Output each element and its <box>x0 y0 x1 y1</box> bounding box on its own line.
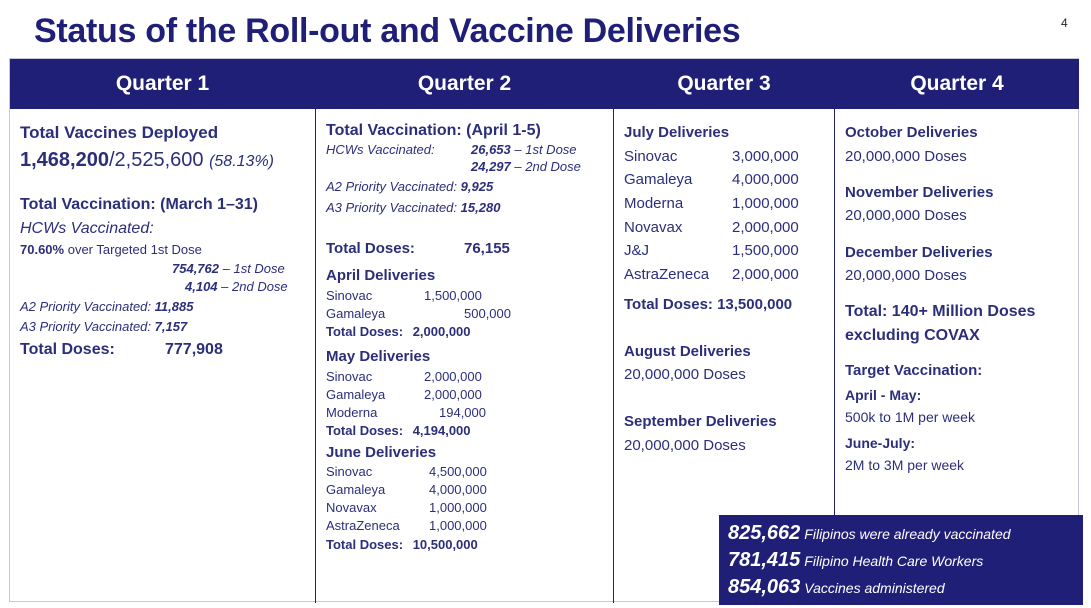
summary-row-administered <box>728 576 945 599</box>
q1-target-line <box>20 242 202 257</box>
q4-december-value: 20,000,000 Doses <box>845 267 967 284</box>
q3-july-row-value: 1,000,000 <box>732 195 799 212</box>
q2-may-row: Moderna <box>326 405 378 420</box>
q2-first-dose <box>471 142 577 157</box>
summary-row-health-workers <box>728 549 983 572</box>
q2-april-total-label: Total Doses: <box>326 324 404 339</box>
q3-july-row-value: 2,000,000 <box>732 266 799 283</box>
q2-april-total-value: 2,000,000 <box>412 324 471 339</box>
summary-number: 781,415 <box>728 549 801 571</box>
q2-second-dose <box>471 159 581 174</box>
q1-total-value: 777,908 <box>165 341 223 358</box>
q2-april-row-value: 500,000 <box>464 306 511 321</box>
q2-june-total-label: Total Doses: <box>326 537 404 552</box>
q3-september-value: 20,000,000 Doses <box>624 437 746 454</box>
q4-october-title: October Deliveries <box>845 124 978 141</box>
q2-june-total-value: 10,500,000 <box>412 537 478 552</box>
header-quarter-2: Quarter 2 <box>316 59 613 109</box>
q1-second-dose-text: – 2nd Dose <box>221 279 288 294</box>
q2-june-total <box>326 537 478 552</box>
q2-vaccination-label: Total Vaccination: (April 1-5) <box>326 122 541 139</box>
q1-second-dose-number: 4,104 <box>185 279 218 294</box>
q2-april-row: Gamaleya <box>326 306 386 321</box>
q4-april-may-label: April - May: <box>845 387 922 403</box>
header-quarter-4: Quarter 4 <box>835 59 1079 109</box>
q1-deployed-total: /2,525,600 <box>108 149 204 171</box>
page-number: 4 <box>1061 16 1068 30</box>
q2-a3-label: A3 Priority Vaccinated: <box>326 200 458 215</box>
q2-june-row: AstraZeneca <box>326 518 400 533</box>
q3-july-row: J&J <box>624 242 650 259</box>
q2-a2-label: A2 Priority Vaccinated: <box>326 179 458 194</box>
q4-november-value: 20,000,000 Doses <box>845 207 967 224</box>
q1-deployed-number: 1,468,200 <box>20 149 109 171</box>
q2-june-row: Gamaleya <box>326 482 386 497</box>
q3-july-row-value: 3,000,000 <box>732 148 799 165</box>
q2-june-row: Sinovac <box>326 464 373 479</box>
summary-number: 854,063 <box>728 576 801 598</box>
q3-july-row: Moderna <box>624 195 684 212</box>
q2-may-row-value: 2,000,000 <box>424 387 482 402</box>
q2-second-dose-number: 24,297 <box>471 159 511 174</box>
q2-a3-value: 15,280 <box>460 200 501 215</box>
q1-deployed-label: Total Vaccines Deployed <box>20 123 219 142</box>
q3-july-row-value: 1,500,000 <box>732 242 799 259</box>
q3-july-row: Gamaleya <box>624 171 693 188</box>
q1-a2-value: 11,885 <box>154 299 194 314</box>
q1-total-label: Total Doses: <box>20 341 115 358</box>
summary-text: Filipino Health Care Workers <box>804 553 984 569</box>
q4-target-title: Target Vaccination: <box>845 362 983 379</box>
q4-june-july-value: 2M to 3M per week <box>845 457 965 473</box>
q2-april-title: April Deliveries <box>326 267 436 284</box>
q1-target-percent: 70.60% <box>20 242 65 257</box>
q3-july-row: AstraZeneca <box>624 266 710 283</box>
q2-hcw-label: HCWs Vaccinated: <box>326 142 435 157</box>
q1-second-dose <box>185 279 288 294</box>
q4-november-title: November Deliveries <box>845 184 994 201</box>
q3-july-row-value: 4,000,000 <box>732 171 799 188</box>
q3-july-row: Sinovac <box>624 148 678 165</box>
header-quarter-3: Quarter 3 <box>614 59 834 109</box>
q1-a3-value: 7,157 <box>154 319 188 334</box>
summary-box <box>719 515 1083 605</box>
q2-may-total-value: 4,194,000 <box>412 423 471 438</box>
q4-december-title: December Deliveries <box>845 244 993 261</box>
q1-first-dose <box>172 261 285 276</box>
q2-may-row: Gamaleya <box>326 387 386 402</box>
slide-title: Status of the Roll-out and Vaccine Deliveries <box>34 12 741 50</box>
q2-may-total-label: Total Doses: <box>326 423 404 438</box>
q3-august-title: August Deliveries <box>624 343 751 360</box>
q4-october-value: 20,000,000 Doses <box>845 148 967 165</box>
q2-april-row-value: 1,500,000 <box>424 288 482 303</box>
q2-total-value: 76,155 <box>464 240 510 257</box>
q1-target-text: over Targeted 1st Dose <box>67 242 202 257</box>
q3-july-row-value: 2,000,000 <box>732 219 799 236</box>
q1-first-dose-number: 754,762 <box>172 261 219 276</box>
q3-july-row: Novavax <box>624 219 683 236</box>
q1-a3-label: A3 Priority Vaccinated: <box>20 319 152 334</box>
q4-june-july-label: June-July: <box>845 435 916 451</box>
q3-july-title: July Deliveries <box>624 124 730 141</box>
summary-row-vaccinated <box>728 522 1011 545</box>
q2-may-row-value: 2,000,000 <box>424 369 482 384</box>
q4-total-line-2: excluding COVAX <box>845 327 980 344</box>
q1-a3-line <box>20 319 187 334</box>
q2-a3-line <box>326 200 500 215</box>
q3-july-total: Total Doses: 13,500,000 <box>624 296 793 313</box>
q4-april-may-value: 500k to 1M per week <box>845 409 975 425</box>
column-divider <box>315 59 316 603</box>
q1-first-dose-text: – 1st Dose <box>222 261 285 276</box>
q3-september-title: September Deliveries <box>624 413 777 430</box>
q2-first-dose-number: 26,653 <box>471 142 511 157</box>
q4-total-line-1: Total: 140+ Million Doses <box>845 303 1036 320</box>
q2-may-row: Sinovac <box>326 369 373 384</box>
q1-a2-label: A2 Priority Vaccinated: <box>20 299 152 314</box>
q1-vaccination-label: Total Vaccination: (March 1–31) <box>20 196 258 213</box>
q2-may-row-value: 194,000 <box>439 405 486 420</box>
q2-april-total <box>326 324 471 339</box>
q1-deployed-line <box>20 149 274 172</box>
q2-june-row: Novavax <box>326 500 377 515</box>
q3-august-value: 20,000,000 Doses <box>624 366 746 383</box>
q2-a2-line <box>326 179 493 194</box>
q2-second-dose-text: – 2nd Dose <box>514 159 581 174</box>
summary-text: Filipinos were already vaccinated <box>804 526 1011 542</box>
q1-deployed-percent: (58.13%) <box>209 153 274 170</box>
q2-may-title: May Deliveries <box>326 348 431 365</box>
q2-total-label: Total Doses: <box>326 240 415 257</box>
column-divider <box>613 59 614 603</box>
q2-first-dose-text: – 1st Dose <box>514 142 577 157</box>
summary-text: Vaccines administered <box>804 580 945 596</box>
q2-june-row-value: 1,000,000 <box>429 500 487 515</box>
q2-june-row-value: 4,500,000 <box>429 464 487 479</box>
q2-may-total <box>326 423 471 438</box>
summary-number: 825,662 <box>728 522 801 544</box>
q1-a2-line <box>20 299 193 314</box>
q2-june-row-value: 4,000,000 <box>429 482 487 497</box>
q2-june-title: June Deliveries <box>326 444 437 461</box>
q2-june-row-value: 1,000,000 <box>429 518 487 533</box>
q2-april-row: Sinovac <box>326 288 373 303</box>
q2-a2-value: 9,925 <box>460 179 494 194</box>
header-quarter-1: Quarter 1 <box>10 59 315 109</box>
q1-hcw-label: HCWs Vaccinated: <box>20 220 154 237</box>
